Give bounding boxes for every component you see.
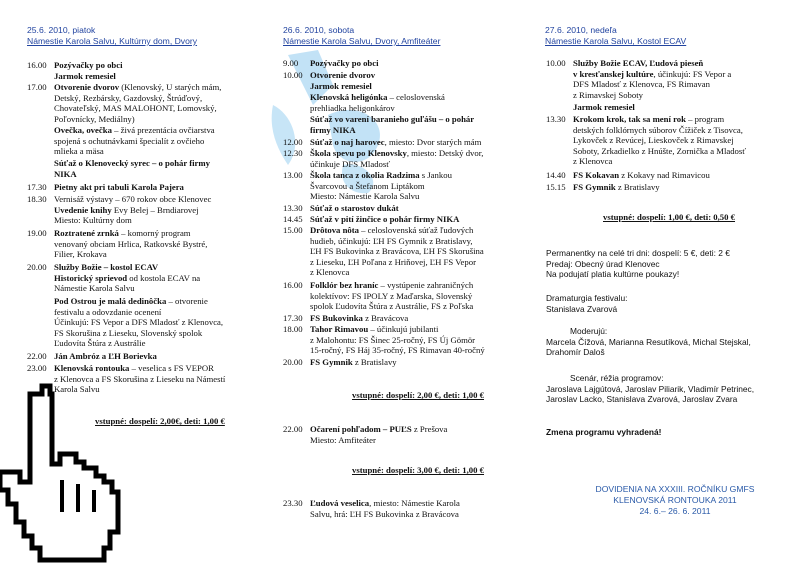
program-time: 14.45 — [283, 214, 303, 224]
program-time: 12.00 — [283, 137, 303, 147]
program-text: Salvu, hrá: ĽH FS Bukovinka z Bravácova — [310, 508, 459, 519]
program-text: Pozývačky po obci — [54, 60, 123, 70]
program-text: Ján Ambróz a ĽH Borievka — [54, 351, 157, 361]
program-time: 17.00 — [27, 82, 47, 92]
program-text: firmy NIKA — [310, 124, 356, 135]
program-text: detských folklórnych súborov Čížiček z Tisovca, — [573, 124, 743, 135]
program-time: 10.00 — [546, 58, 566, 68]
day3-date: 27.6. 2010, nedeľa — [545, 25, 617, 35]
program-text: Ľudová veselica, miesto: Námestie Karola — [310, 498, 460, 508]
program-text: NIKA — [54, 168, 77, 179]
program-text: Tahor Rimavou – účinkujú jubilanti — [310, 324, 439, 334]
program-text: Folklór bez hraníc – vystúpenie zahraničných — [310, 280, 474, 290]
info-line: Na podujatí platia kultúrne poukazy! — [546, 269, 680, 280]
program-time: 13.00 — [283, 170, 303, 180]
program-time: 23.00 — [27, 363, 47, 373]
moderators-names: Marcela Čížová, Marianna Resutíková, Michal Stejskal, — [546, 336, 751, 347]
program-text: spolok Ľudovíta Štúra z Austrálie, FS z Poľska — [310, 301, 474, 312]
footer-farewell — [560, 484, 790, 517]
footer-line: DOVIDENIA NA XXXIII. ROČNÍKU GMFS — [595, 484, 755, 494]
program-text: 15-ročný, FS Háj 35-ročný, FS Rimavan 40-ročný — [310, 345, 485, 356]
program-time: 20.00 — [27, 262, 47, 272]
program-text: Otvorenie dvorov — [310, 70, 376, 80]
day1-place: Námestie Karola Salvu, Kultúrny dom, Dvory — [27, 36, 198, 46]
scenario-names: Jaroslav Lacko, Stanislava Zvarová, Jaroslav Zvara — [546, 394, 738, 405]
dramaturgy-label: Dramaturgia festivalu: — [546, 293, 628, 303]
moderators-names: Drahomír Daloš — [546, 347, 605, 358]
program-time: 10.00 — [283, 70, 303, 80]
program-text: účinkuje DFS Mladosť — [310, 158, 390, 169]
program-text: prehliadka heligonkárov — [310, 102, 395, 113]
program-time: 22.00 — [283, 424, 303, 434]
program-text: Jarmok remesiel — [573, 102, 635, 112]
program-time: 17.30 — [27, 182, 47, 192]
program-text: Miesto: Amfiteáter — [310, 434, 376, 445]
program-text: Jarmok remesiel — [54, 71, 116, 81]
program-text: Klenovská heligónka – celoslovenská — [310, 92, 445, 102]
program-text: festivalu a odovzdanie ocenení — [54, 306, 162, 317]
program-text: Ľudovíta Štúra z Austrálie — [54, 338, 146, 349]
program-text: Lykovček z Revúcej, Lieskovček z Rimavskej — [573, 135, 734, 146]
program-text: FS Kokavan z Kokavy nad Rimavicou — [573, 170, 710, 180]
day2-place: Námestie Karola Salvu, Dvory, Amfiteáter — [283, 36, 441, 46]
program-text: z Lieseku, ĽH Poľana z Hriňovej, ĽH FS Vepor — [310, 256, 476, 267]
program-text: FS Gymnik z Bratislavy — [573, 182, 660, 192]
program-text: Karola Salvu — [54, 384, 100, 395]
program-text: z Klenovca a FS Skorušina z Lieseku na Námestí — [54, 373, 226, 384]
day2-date: 26.6. 2010, sobota — [283, 25, 355, 35]
moderators-label: Moderujú: — [570, 326, 608, 336]
program-time: 16.00 — [27, 60, 47, 70]
program-text: Historický sprievod od kostola ECAV na — [54, 272, 201, 283]
program-text: Uvedenie knihy Evy Belej – Brndiarovej — [54, 204, 199, 215]
program-text: Chovateľský, MAS MALOHONT, Lomovský, — [54, 103, 217, 114]
program-text: mlieka a mäsa — [54, 146, 104, 157]
program-text: Krokom krok, tak sa mení rok – program — [573, 114, 725, 124]
program-text: Služby Božie – kostol ECAV — [54, 262, 159, 272]
program-text: Soboty, Zrkadielko z Hnúšte, Zornička a Mladosť — [573, 145, 746, 156]
program-time: 15.15 — [546, 182, 566, 192]
scenario-names: Jaroslava Lajgútová, Jaroslav Piliarik, Vladimír Petrinec, — [546, 383, 755, 394]
program-text: Roztratené zrnká – komorný program — [54, 228, 191, 238]
program-text: z Klenovca — [310, 267, 350, 278]
program-text: Očarení pohľadom – PUĽS z Prešova — [310, 424, 448, 434]
program-text: Miesto: Námestie Karola Salvu — [310, 191, 420, 202]
program-text: Filier, Krokava — [54, 249, 107, 260]
program-text: Poľovnícky, Mediálny) — [54, 113, 135, 124]
program-time: 13.30 — [546, 114, 566, 124]
program-text: Súťaž vo varení baranieho guľášu – o pohár — [310, 114, 475, 124]
dramaturgy — [546, 293, 627, 314]
program-time: 19.00 — [27, 228, 47, 238]
day3-place: Námestie Karola Salvu, Kostol ECAV — [545, 36, 687, 46]
scenario — [546, 373, 754, 405]
program-text: Pod Ostrou je malá dedinôčka – otvorenie — [54, 296, 208, 306]
day1-price: vstupné: dospelí: 2,00€, deti: 1,00 € — [95, 416, 225, 426]
program-text: Škola spevu po Klenovsky, miesto: Detský dvor, — [310, 148, 484, 158]
program-time: 18.00 — [283, 324, 303, 334]
program-text: hudieb, účinkujú: ĽH FS Gymnik z Bratislavy, — [310, 235, 473, 246]
program-text: Služby Božie ECAV, Ľudová pieseň — [573, 58, 704, 68]
info-line: Predaj: Obecný úrad Klenovec — [546, 258, 660, 269]
program-text: Škola tanca z okolia Radzima s Jankou — [310, 170, 452, 180]
program-text: Pietny akt pri tabuli Karola Pajera — [54, 182, 184, 192]
program-text: Vernisáž výstavy – 670 rokov obce Klenovec — [54, 194, 212, 204]
day3-header — [545, 25, 686, 47]
day1-header — [27, 25, 197, 47]
program-time: 16.00 — [283, 280, 303, 290]
program-time: 9.00 — [283, 58, 299, 68]
day3-price: vstupné: dospelí: 1,00 €, deti: 0,50 € — [603, 212, 736, 222]
program-text: ĽH FS Bukovinka z Bravácova, ĽH FS Skorušina — [310, 246, 484, 257]
program-text: Súťaž o naj harovec, miesto: Dvor starých mám — [310, 137, 482, 147]
program-text: Súťaž v pití žinčice o pohár firmy NIKA — [310, 214, 460, 224]
program-time: 13.30 — [283, 203, 303, 213]
program-text: Detský, Rezbársky, Gazdovský, Štrúďový, — [54, 92, 203, 103]
program-time: 17.30 — [283, 313, 303, 323]
program-text: spojená s ochutnávkami špecialít z ovčieho — [54, 135, 205, 146]
program-time: 12.30 — [283, 148, 303, 158]
day2-price-2: vstupné: dospelí: 3,00 €, deti: 1,00 € — [352, 465, 485, 475]
program-time: 23.30 — [283, 498, 303, 508]
info-line: Permanentky na celé tri dni: dospelí: 5 €, deti: 2 € — [546, 248, 730, 258]
program-time: 14.40 — [546, 170, 566, 180]
day2-header — [283, 25, 440, 47]
moderators — [546, 326, 751, 358]
program-text: Švarcovou a Štefanom Liptákom — [310, 180, 425, 191]
program-text: FS Bukovinka z Bravácova — [310, 313, 409, 323]
program-text: z Malohontu: FS Šinec 25-ročný, FS Új Gömör — [310, 334, 476, 345]
program-text: FS Gymnik z Bratislavy — [310, 357, 397, 367]
footer-line: KLENOVSKÁ RONTOUKA 2011 — [613, 495, 737, 505]
program-text: Pozývačky po obci — [310, 58, 379, 68]
program-text: kolektívov: FS IPOLY z Maďarska, Slovenský — [310, 290, 473, 301]
day2-price-1: vstupné: dospelí: 2,00 €, deti: 1,00 € — [352, 390, 485, 400]
day1-date: 25.6. 2010, piatok — [27, 25, 96, 35]
program-text: Účinkujú: FS Vepor a DFS Mladosť z Klenovca, — [54, 317, 224, 328]
program-text: Námestie Karola Salvu — [54, 283, 135, 294]
program-text: Ovečka, ovečka – živá prezentácia ovčiarstva — [54, 125, 215, 135]
hand-cursor-icon — [0, 372, 140, 566]
program-time: 20.00 — [283, 357, 303, 367]
program-text: venovaný obciam Hrlica, Ratkovské Bystré, — [54, 238, 208, 249]
program-text: Jarmok remesiel — [310, 81, 372, 91]
program-text: Miesto: Kultúrny dom — [54, 215, 132, 226]
program-text: Súťaž o Klenovecký syrec – o pohár firmy — [54, 158, 210, 168]
program-text: Otvorenie dvorov (Klenovský, U starých mám, — [54, 82, 222, 92]
program-time: 22.00 — [27, 351, 47, 361]
permanent-tickets-info — [546, 248, 730, 280]
footer-line: 24. 6.– 26. 6. 2011 — [639, 506, 711, 516]
program-text: z Rimavskej Soboty — [573, 89, 643, 100]
program-text: FS Skorušina z Lieseku, Slovenský spolok — [54, 327, 203, 338]
program-text: Drôtova nôta – celoslovenská súťaž ľudových — [310, 225, 474, 235]
program-text: z Klenovca — [573, 156, 613, 167]
program-text: v kresťanskej kultúre, účinkujú: FS Vepor a — [573, 68, 732, 79]
program-time: 18.30 — [27, 194, 47, 204]
program-change-notice: Zmena programu vyhradená! — [546, 427, 662, 437]
program-text: Súťaž o starostov dukát — [310, 203, 399, 213]
scenario-label: Scenár, réžia programov: — [570, 373, 664, 383]
program-text: Klenovská rontouka – veselica s FS VEPOR — [54, 363, 214, 373]
dramaturgy-name: Stanislava Zvarová — [546, 303, 618, 314]
program-time: 15.00 — [283, 225, 303, 235]
program-text: DFS Mladosť z Klenovca, FS Rimavan — [573, 79, 710, 90]
